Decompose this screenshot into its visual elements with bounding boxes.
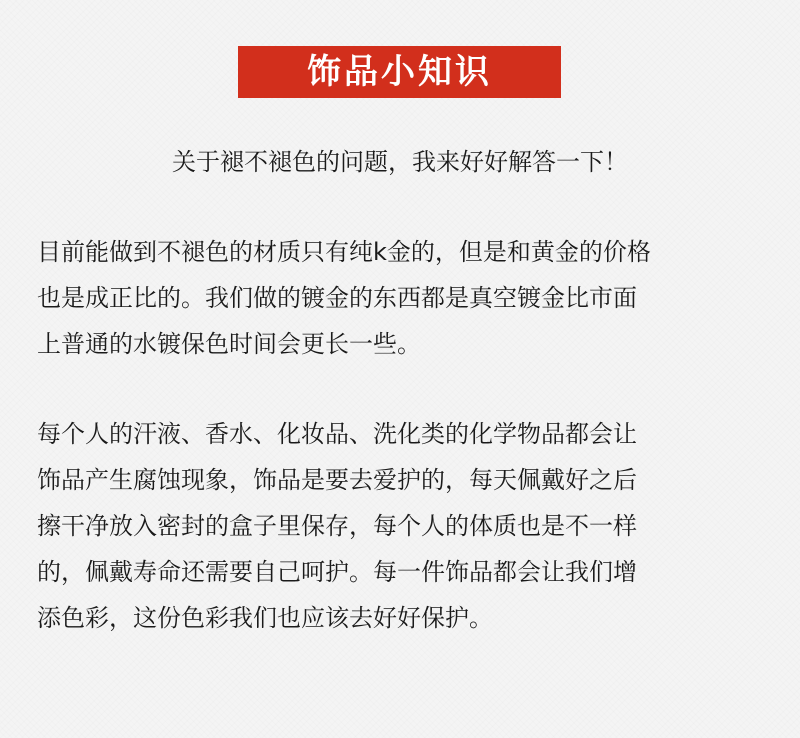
paragraph-gold-plating	[37, 229, 777, 367]
paragraph-line: 的，佩戴寿命还需要自己呵护。每一件饰品都会让我们增	[37, 558, 637, 586]
paragraph-line: 上普通的水镀保色时间会更长一些。	[37, 330, 421, 358]
title-banner	[238, 46, 561, 98]
paragraph-line: 每个人的汗液、香水、化妆品、洗化类的化学物品都会让	[37, 420, 637, 448]
intro-text: 关于褪不褪色的问题，我来好好解答一下！	[172, 148, 628, 176]
paragraph-care-tips	[37, 411, 777, 641]
page-title: 饰品小知识	[307, 52, 492, 92]
paragraph-line: 添色彩，这份色彩我们也应该去好好保护。	[37, 604, 493, 632]
paragraph-line: 饰品产生腐蚀现象，饰品是要去爱护的，每天佩戴好之后	[37, 466, 637, 494]
paragraph-line: 擦干净放入密封的盒子里保存，每个人的体质也是不一样	[37, 512, 637, 540]
paragraph-line: 也是成正比的。我们做的镀金的东西都是真空镀金比市面	[37, 284, 637, 312]
paragraph-line: 目前能做到不褪色的材质只有纯k金的，但是和黄金的价格	[37, 238, 651, 266]
